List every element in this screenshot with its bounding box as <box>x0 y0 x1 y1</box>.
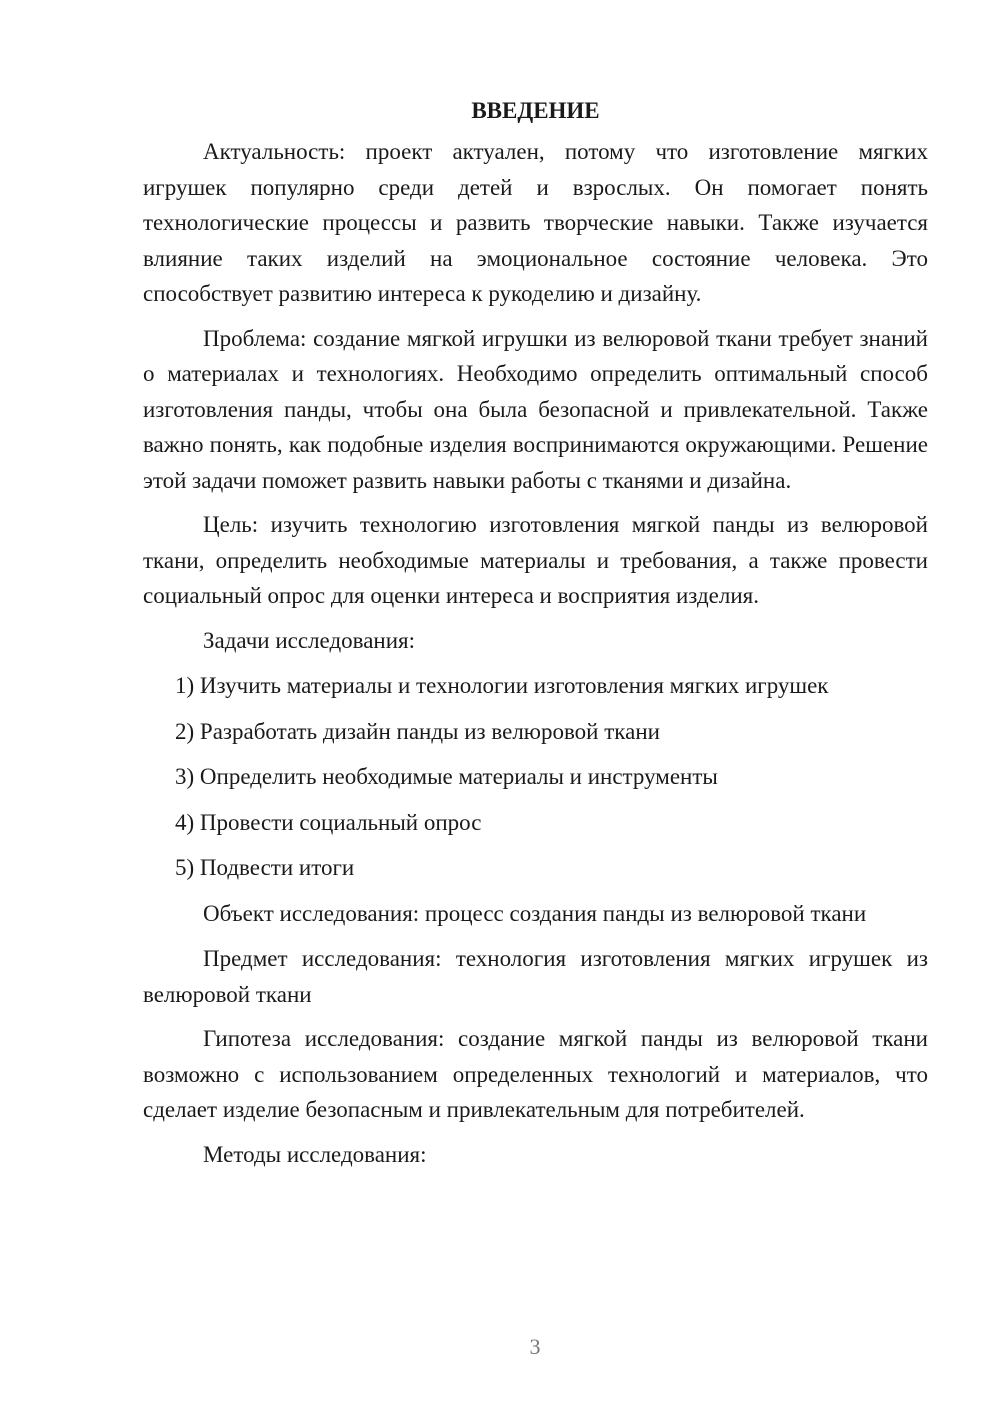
document-page <box>143 96 928 1182</box>
page-title: ВВЕДЕНИЕ <box>471 98 600 123</box>
page-number: 3 <box>529 1334 541 1359</box>
task-item-5: 5) Подвести итоги <box>175 855 355 880</box>
object-line: Объект исследования: процесс создания панды из велюровой ткани <box>203 900 867 926</box>
relevance-paragraph: Актуальность: проект актуален, потому что изготовление мягких игрушек популярно среди детей и взрослых. Он помогает понять технологические процессы и развить творческие навыки. Также изучается влияние таких изделий на эмоциональное состояние человека. Это способствует развитию интереса к рукоделию и дизайну. <box>143 139 928 306</box>
hypothesis-paragraph: Гипотеза исследования: создание мягкой панды из велюровой ткани возможно с использованием определенных технологий и материалов, что сделает изделие безопасным и привлекательным для потребителей. <box>143 1026 928 1122</box>
goal-paragraph: Цель: изучить технологию изготовления мягкой панды из велюровой ткани, определить необходимые материалы и требования, а также провести социальный опрос для оценки интереса и восприятия изделия. <box>143 512 928 608</box>
task-item-4: 4) Провести социальный опрос <box>175 809 482 835</box>
tasks-title: Задачи исследования: <box>203 627 416 653</box>
problem-paragraph: Проблема: создание мягкой игрушки из велюровой ткани требует знаний о материалах и технологиях. Необходимо определить оптимальный способ изготовления панды, чтобы она была безопасной и привлекательной. Также важно понять, как подобные изделия воспринимаются окружающими. Решение этой задачи поможет развить навыки работы с тканями и дизайна. <box>143 325 928 493</box>
task-item-1: 1) Изучить материалы и технологии изготовления мягких игрушек <box>175 673 829 698</box>
task-item-3: 3) Определить необходимые материалы и инструменты <box>175 764 718 789</box>
task-item-2: 2) Разработать дизайн панды из велюровой ткани <box>175 718 660 744</box>
methods-title: Методы исследования: <box>203 1141 427 1167</box>
subject-paragraph: Предмет исследования: технология изготовления мягких игрушек из велюровой ткани <box>143 946 928 1007</box>
